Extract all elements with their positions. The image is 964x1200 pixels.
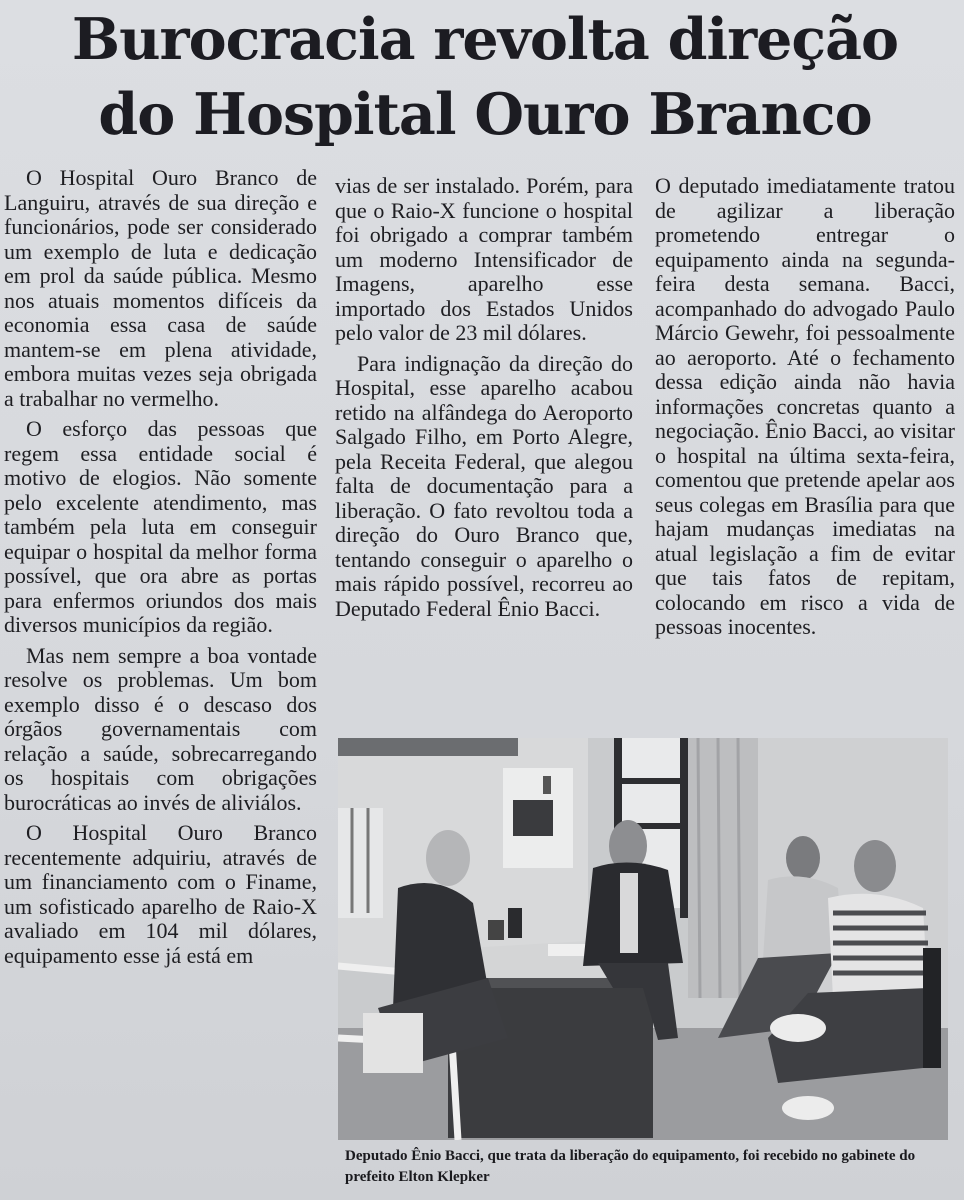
paragraph: O deputado imediatamente tratou de agilizar a liberação prometendo entregar o equipamento ainda na segunda-feira desta semana. Bacci, acompanhado do advogado Paulo Márcio Gewehr, foi pessoalmente ao aeroporto. Até o fechamento dessa edição ainda não havia informações concretas quanto a negociação. Ênio Bacci, ao visitar o hospital na última sexta-feira, comentou que pretende apelar aos seus colegas em Brasília para que hajam mudanças imediatas na atual legislação a fim de evitar que tais fatos de repitam, colocando em risco a vida de pessoas inocentes.	[655, 173, 955, 639]
article-column-1	[4, 166, 317, 974]
article-column-2	[335, 174, 633, 627]
headline-line-1: Burocracia revolta direção	[71, 6, 899, 73]
paragraph: Mas nem sempre a boa vontade resolve os problemas. Um bom exemplo disso é o descaso dos órgãos governamentais com relação a saúde, sobrecarregando os hospitais com obrigações burocráticas ao invés de aliviálos.	[4, 642, 317, 815]
paragraph: O Hospital Ouro Branco de Languiru, através de sua direção e funcionários, pode ser considerado um exemplo de luta e dedicação em prol da saúde pública. Mesmo nos atuais momentos difíceis da economia essa casa de saúde mantem-se em plena atividade, embora muitas vezes seja obrigada a trabalhar no vermelho.	[4, 165, 317, 411]
headline-line-2: do Hospital Ouro Branco	[98, 81, 872, 148]
article-column-3	[655, 174, 955, 646]
paragraph: vias de ser instalado. Porém, para que o Raio-X funcione o hospital foi obrigado a comprar também um moderno Intensificador de Imagens, aparelho esse importado dos Estados Unidos pelo valor de 23 mil dólares.	[335, 173, 633, 345]
headline	[20, 2, 950, 152]
paragraph: O Hospital Ouro Branco recentemente adquiriu, através de um financiamento com o Finame, um sofisticado aparelho de Raio-X avaliado em 104 mil dólares, equipamento esse já está em	[4, 820, 317, 968]
paragraph: O esforço das pessoas que regem essa entidade social é motivo de elogios. Não somente pelo excelente atendimento, mas também pela luta em conseguir equipar o hospital da melhor forma possível, que ora abre as portas para enfermos oriundos dos mais diversos municípios da região.	[4, 416, 317, 637]
photo-caption: Deputado Ênio Bacci, que trata da liberação do equipamento, foi recebido no gabinete do prefeito Elton Klepker	[345, 1148, 916, 1185]
paragraph: Para indignação da direção do Hospital, esse aparelho acabou retido na alfândega do Aeroporto Salgado Filho, em Porto Alegre, pela Receita Federal, que alegou falta de documentação para a liberação. O fato revoltou toda a direção do Ouro Branco que, tentando conseguir o aparelho o mais rápido possível, recorreu ao Deputado Federal Ênio Bacci.	[335, 350, 633, 621]
news-photo	[338, 738, 948, 1140]
